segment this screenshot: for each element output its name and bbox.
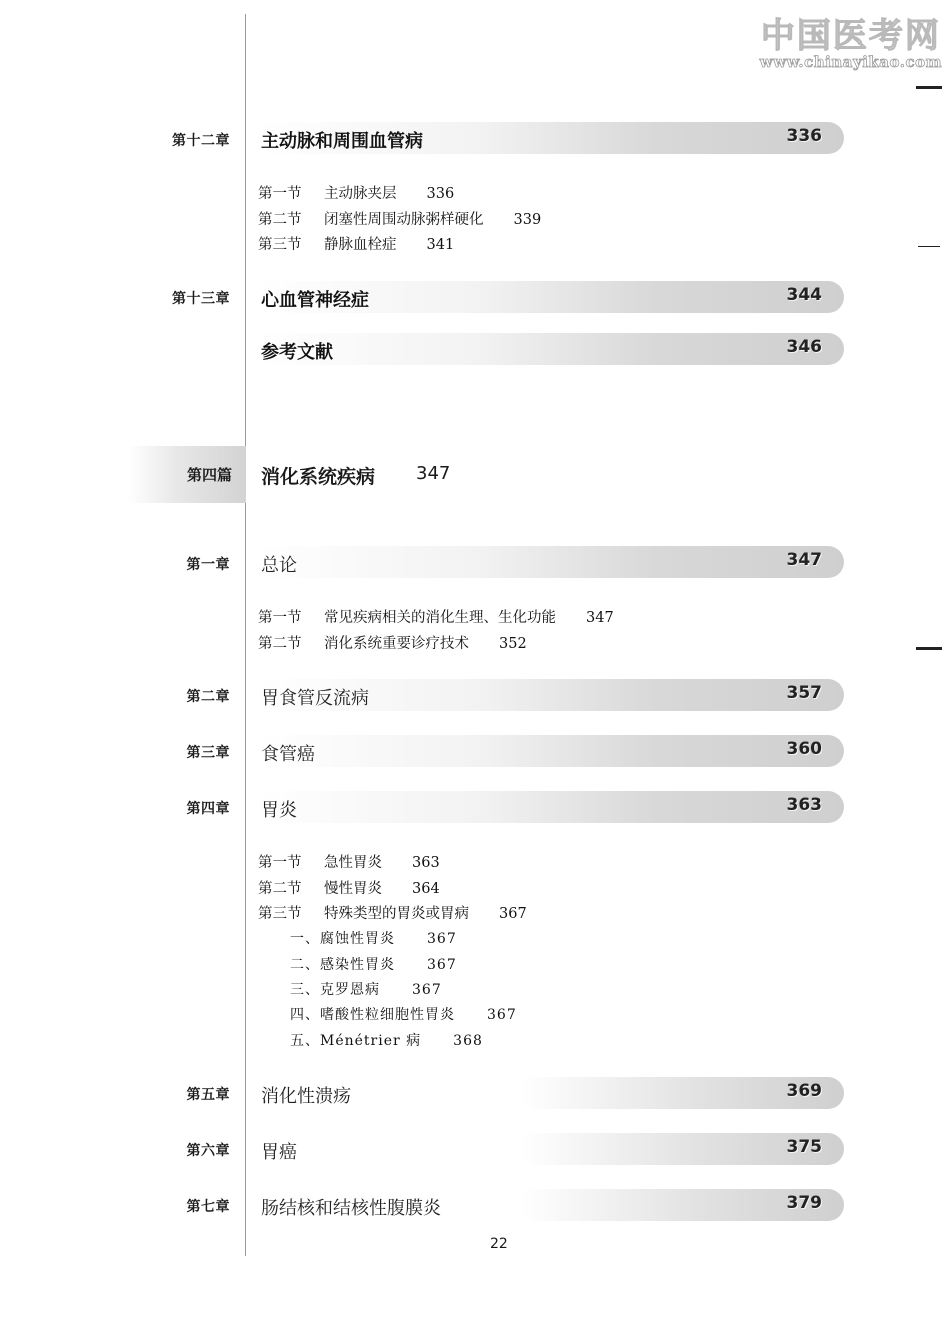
section-title: 消化系统重要诊疗技术 (324, 636, 469, 652)
section-title: 慢性胃炎 (324, 881, 382, 897)
chapter-title: 主动脉和周围血管病 (261, 131, 423, 152)
chapter-page: 347 (786, 550, 822, 570)
chapter-bar[interactable] (256, 281, 844, 313)
subsection-entry[interactable] (290, 928, 457, 948)
chapter-bar[interactable] (256, 1133, 844, 1165)
section-page: 336 (426, 186, 455, 202)
watermark (760, 8, 942, 71)
chapter-title: 心血管神经症 (261, 290, 369, 311)
chapter-title: 胃癌 (261, 1142, 297, 1163)
chapter-label: 第一章 (186, 557, 230, 573)
subsection-title: 二、感染性胃炎 (290, 957, 395, 973)
chapter-page: 344 (786, 285, 822, 305)
margin-mark (918, 246, 940, 247)
subsection-entry[interactable] (290, 954, 457, 974)
chapter-label: 第六章 (186, 1143, 230, 1159)
chapter-bar[interactable] (256, 546, 844, 578)
subsection-page: 367 (412, 982, 442, 998)
section-entry[interactable] (258, 208, 541, 229)
part-title[interactable]: 消化系统疾病 (261, 466, 376, 488)
chapter-label: 第二章 (186, 689, 230, 705)
chapter-title: 胃炎 (261, 800, 297, 821)
section-entry[interactable] (258, 902, 527, 923)
chapter-title: 肠结核和结核性腹膜炎 (261, 1198, 441, 1219)
section-label: 第二节 (258, 881, 302, 897)
section-label: 第三节 (258, 237, 302, 253)
subsection-page: 368 (453, 1033, 483, 1049)
chapter-bar[interactable] (256, 1077, 844, 1109)
chapter-bar[interactable] (256, 735, 844, 767)
subsection-page: 367 (427, 931, 457, 947)
vertical-rule (245, 14, 246, 1256)
chapter-label: 第十三章 (172, 291, 230, 307)
chapter-label: 第四章 (186, 801, 230, 817)
section-entry[interactable] (258, 606, 614, 627)
part-page: 347 (416, 463, 451, 484)
section-page: 352 (499, 636, 527, 652)
part-label: 第四篇 (186, 466, 232, 484)
chapter-bar[interactable] (256, 679, 844, 711)
section-entry[interactable] (258, 182, 454, 203)
chapter-bar[interactable] (256, 1189, 844, 1221)
chapter-title: 消化性溃疡 (261, 1086, 351, 1107)
references-bar[interactable] (256, 333, 844, 365)
chapter-page: 360 (786, 739, 822, 759)
section-label: 第一节 (258, 186, 302, 202)
part-tab (128, 446, 246, 503)
section-page: 341 (426, 237, 455, 253)
subsection-title: 一、腐蚀性胃炎 (290, 931, 395, 947)
chapter-title: 总论 (261, 555, 297, 576)
watermark-text: 中国医考网 (760, 16, 941, 56)
section-page: 339 (513, 212, 542, 228)
section-title: 急性胃炎 (324, 855, 382, 871)
section-entry[interactable] (258, 851, 440, 872)
chapter-bar[interactable] (256, 791, 844, 823)
chapter-title: 食管癌 (261, 744, 315, 765)
section-label: 第一节 (258, 610, 302, 626)
margin-mark (916, 86, 942, 89)
chapter-label: 第十二章 (172, 133, 230, 149)
references-page: 346 (786, 337, 822, 357)
chapter-page: 363 (786, 795, 822, 815)
section-page: 364 (412, 881, 440, 897)
section-page: 367 (499, 906, 527, 922)
chapter-page: 369 (786, 1081, 822, 1101)
chapter-label: 第五章 (186, 1087, 230, 1103)
section-title: 闭塞性周围动脉粥样硬化 (324, 212, 484, 228)
subsection-title: 五、Ménétrier 病 (290, 1033, 422, 1049)
chapter-label: 第三章 (186, 745, 230, 761)
chapter-page: 379 (786, 1193, 822, 1213)
section-label: 第二节 (258, 212, 302, 228)
chapter-page: 375 (786, 1137, 822, 1157)
references-title: 参考文献 (261, 342, 333, 363)
subsection-page: 367 (487, 1007, 517, 1023)
section-entry[interactable] (258, 632, 527, 653)
section-label: 第一节 (258, 855, 302, 871)
subsection-title: 三、克罗恩病 (290, 982, 380, 998)
chapter-title: 胃食管反流病 (261, 688, 369, 709)
chapter-page: 336 (786, 126, 822, 146)
section-title: 特殊类型的胃炎或胃病 (324, 906, 469, 922)
section-entry[interactable] (258, 233, 454, 254)
subsection-entry[interactable] (290, 1030, 483, 1050)
section-title: 常见疾病相关的消化生理、生化功能 (324, 610, 556, 626)
subsection-entry[interactable] (290, 1004, 517, 1024)
margin-mark (916, 647, 942, 650)
section-label: 第三节 (258, 906, 302, 922)
subsection-page: 367 (427, 957, 457, 973)
section-page: 363 (412, 855, 440, 871)
section-entry[interactable] (258, 877, 440, 898)
subsection-entry[interactable] (290, 979, 442, 999)
subsection-title: 四、嗜酸性粒细胞性胃炎 (290, 1007, 455, 1023)
chapter-page: 357 (786, 683, 822, 703)
chapter-label: 第七章 (186, 1199, 230, 1215)
watermark-url: www.chinayikao.com (759, 53, 942, 71)
section-label: 第二节 (258, 636, 302, 652)
page-number: 22 (490, 1236, 508, 1252)
section-title: 静脉血栓症 (324, 237, 397, 253)
chapter-bar[interactable] (256, 122, 844, 154)
section-title: 主动脉夹层 (324, 186, 397, 202)
section-page: 347 (586, 610, 614, 626)
